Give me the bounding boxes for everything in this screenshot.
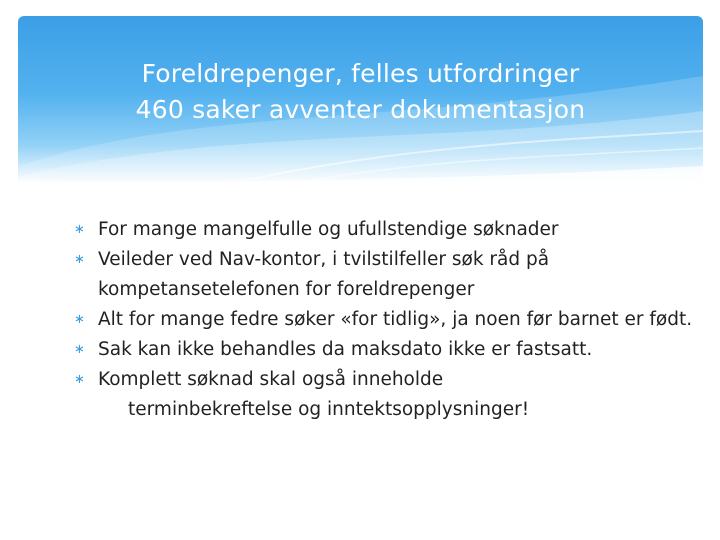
bullet-item — [74, 305, 694, 335]
bullet-asterisk-icon: ∗ — [74, 222, 85, 237]
bullet-list — [74, 215, 694, 425]
bullet-asterisk-icon: ∗ — [74, 372, 85, 387]
bullet-item — [74, 335, 694, 365]
slide-title — [18, 56, 703, 128]
title-band — [18, 16, 703, 186]
title-line-2: 460 saker avventer dokumentasjon — [135, 95, 586, 124]
bullet-text: Veileder ved Nav-kontor, i tvilstilfeller søk råd på kompetansetelefonen for foreldrepenger — [98, 249, 550, 300]
bullet-text: Alt for mange fedre søker «for tidlig», ja noen før barnet er født. — [98, 309, 693, 330]
bullet-continuation-text: terminbekreftelse og inntektsopplysninger! — [128, 399, 530, 420]
bullet-item — [74, 245, 694, 305]
bullet-asterisk-icon: ∗ — [74, 342, 85, 357]
bullet-item — [74, 215, 694, 245]
title-line-1: Foreldrepenger, felles utfordringer — [141, 59, 580, 88]
bullet-item — [74, 365, 694, 425]
bullet-text: For mange mangelfulle og ufullstendige søknader — [98, 219, 559, 240]
bullet-text: Komplett søknad skal også inneholde — [98, 369, 444, 390]
bullet-text: Sak kan ikke behandles da maksdato ikke er fastsatt. — [98, 339, 593, 360]
bullet-asterisk-icon: ∗ — [74, 252, 85, 267]
bullet-asterisk-icon: ∗ — [74, 312, 85, 327]
